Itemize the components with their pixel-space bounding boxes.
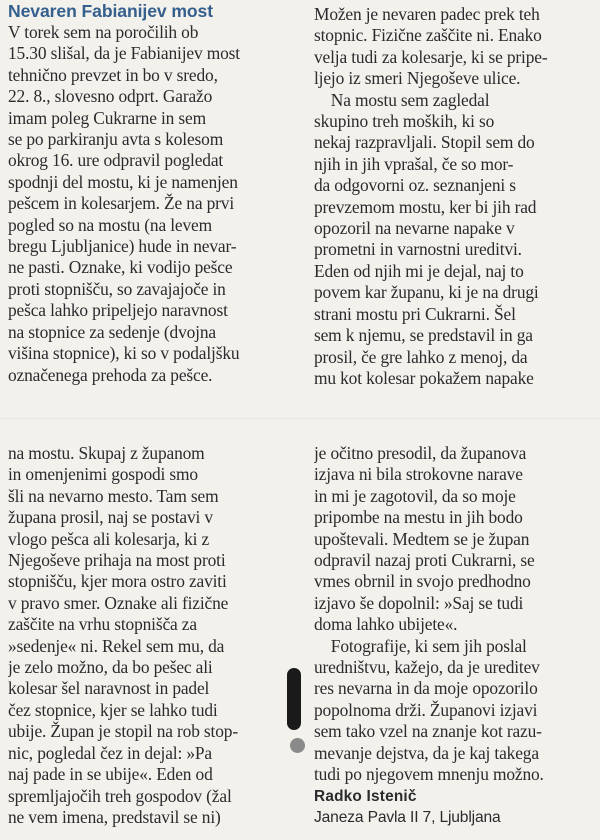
column-bottom-right — [314, 443, 600, 828]
text-line: župana prosil, naj se postavi v — [8, 507, 213, 528]
text-line: se po parkiranju avta s kolesom — [8, 129, 224, 150]
text-line: pešca lahko pripeljejo naravnost — [8, 300, 228, 321]
text-line: višina stopnice), ki so v podaljšku — [8, 343, 240, 364]
text-line: 15.30 slišal, da je Fabianijev most — [8, 43, 240, 64]
text-line: naj pade in se ubije«. Eden od — [8, 764, 213, 785]
text-line: skupino treh moških, ki so — [314, 111, 495, 132]
text-line: nic, pogledal čez in dejal: »Pa — [8, 742, 212, 763]
text-line: velja tudi za kolesarje, ki se pripe- — [314, 46, 548, 67]
text-line: tehnično prevzet in bo v sredo, — [8, 64, 218, 85]
text-line: na mostu. Skupaj z županom — [8, 443, 205, 463]
column-bottom-left — [8, 443, 294, 828]
column-top-right — [314, 4, 600, 389]
text-line: tudi po njegovem mnenju možno. — [314, 764, 544, 785]
text-line: upoštevali. Medtem se je župan — [314, 528, 530, 549]
text-line: ne pasti. Oznake, ki vodijo pešce — [8, 257, 233, 278]
text-line: pešcem in kolesarjem. Že na prvi — [8, 193, 235, 214]
text-line: uredništvu, kažejo, da je ureditev — [314, 657, 540, 678]
text-line: 22. 8., slovesno odprt. Garažo — [8, 86, 213, 107]
letter-headline: Nevaren Fabianijev most — [8, 1, 213, 21]
text-line: povem kar županu, ki je na drugi — [314, 282, 539, 303]
text-line: doma lahko ubijete«. — [314, 614, 458, 635]
text-line: popolnoma drži. Županovi izjavi — [314, 699, 538, 720]
text-line: ne vem imena, predstavil se ni) — [8, 806, 221, 827]
text-line: Na mostu sem zagledal — [314, 89, 490, 110]
text-line: prevzemom mostu, ker bi jih rad — [314, 196, 537, 217]
text-line: prometni in varnostni ureditvi. — [314, 239, 522, 260]
text-line: res nevarna in da moje opozorilo — [314, 678, 538, 699]
ink-mark — [287, 668, 301, 730]
text-line: kolesar šel naravnost in padel — [8, 678, 210, 699]
text-line: označenega prehoda za pešce. — [8, 364, 213, 385]
ink-dot — [290, 738, 305, 753]
text-line: njih in jih vprašal, če so mor- — [314, 153, 514, 174]
text-line: na stopnice za sedenje (dvojna — [8, 321, 216, 342]
text-line: V torek sem na poročilih ob — [8, 22, 199, 42]
text-line: nekaj razpravljali. Stopil sem do — [314, 132, 535, 153]
author-address: Janeza Pavla II 7, Ljubljana — [314, 808, 501, 826]
text-line: v pravo smer. Oznake ali fizične — [8, 592, 229, 613]
text-line: mevanje dejstva, da je kaj takega — [314, 742, 539, 763]
text-line: Njegoševe prihaja na most proti — [8, 550, 226, 571]
column-top-left — [8, 22, 294, 386]
text-line: stopnišču, kjer mora ostro zaviti — [8, 571, 227, 592]
text-line: pripombe na mestu in jih bodo — [314, 507, 523, 528]
text-line: opozoril na nevarne napake v — [314, 218, 515, 239]
text-line: ljejo iz smeri Njegoševe ulice. — [314, 68, 521, 89]
text-line: je očitno presodil, da županova — [314, 443, 527, 463]
author-name: Radko Istenič — [314, 787, 417, 805]
text-line: šli na nevarno mesto. Tam sem — [8, 485, 219, 506]
text-line: je zelo možno, da bo pešec ali — [8, 657, 213, 678]
text-line: ubije. Župan je stopil na rob stop- — [8, 721, 238, 742]
text-line: pogled so na mostu (na levem — [8, 214, 212, 235]
text-line: spodnji del mostu, ki je namenjen — [8, 171, 238, 192]
text-line: mu kot kolesar pokažem napake — [314, 367, 534, 388]
text-line: da odgovorni oz. seznanjeni s — [314, 175, 516, 196]
text-line: vmes obrnil in svojo predhodno — [314, 571, 531, 592]
text-line: okrog 16. ure odpravil pogledat — [8, 150, 224, 171]
text-line: »sedenje« ni. Rekel sem mu, da — [8, 635, 225, 656]
text-line: proti stopnišču, so zavajajoče in — [8, 278, 226, 299]
text-line: strani mostu pri Cukrarni. Šel — [314, 303, 516, 324]
text-line: odpravil nazaj proti Cukrarni, se — [314, 550, 535, 571]
page-fold-divider — [0, 418, 600, 419]
text-line: Eden od njih mi je dejal, naj to — [314, 260, 524, 281]
text-line: sem tako vzel na znanje kot razu- — [314, 721, 542, 742]
text-line: čez stopnice, kjer se lahko tudi — [8, 699, 218, 720]
text-line: zaščite na vrhu stopnišča za — [8, 614, 197, 635]
text-line: Fotografije, ki sem jih poslal — [314, 635, 527, 656]
text-line: stopnic. Fizične zaščite ni. Enako — [314, 25, 542, 46]
text-line: bregu Ljubljanice) hude in nevar- — [8, 236, 237, 257]
text-line: izjava ni bila strokovne narave — [314, 464, 523, 485]
text-line: Možen je nevaren padec prek teh — [314, 4, 540, 24]
text-line: spremljajočih treh gospodov (žal — [8, 785, 232, 806]
text-line: imam poleg Cukrarne in sem — [8, 107, 206, 128]
text-line: in omenjenimi gospodi smo — [8, 464, 198, 485]
text-line: in mi je zagotovil, da so moje — [314, 485, 516, 506]
text-line: prosil, če gre lahko z menoj, da — [314, 346, 528, 367]
text-line: vlogo pešca ali kolesarja, ki z — [8, 528, 210, 549]
text-line: sem k njemu, se predstavil in ga — [314, 325, 533, 346]
text-line: izjavo še dopolnil: »Saj se tudi — [314, 592, 524, 613]
